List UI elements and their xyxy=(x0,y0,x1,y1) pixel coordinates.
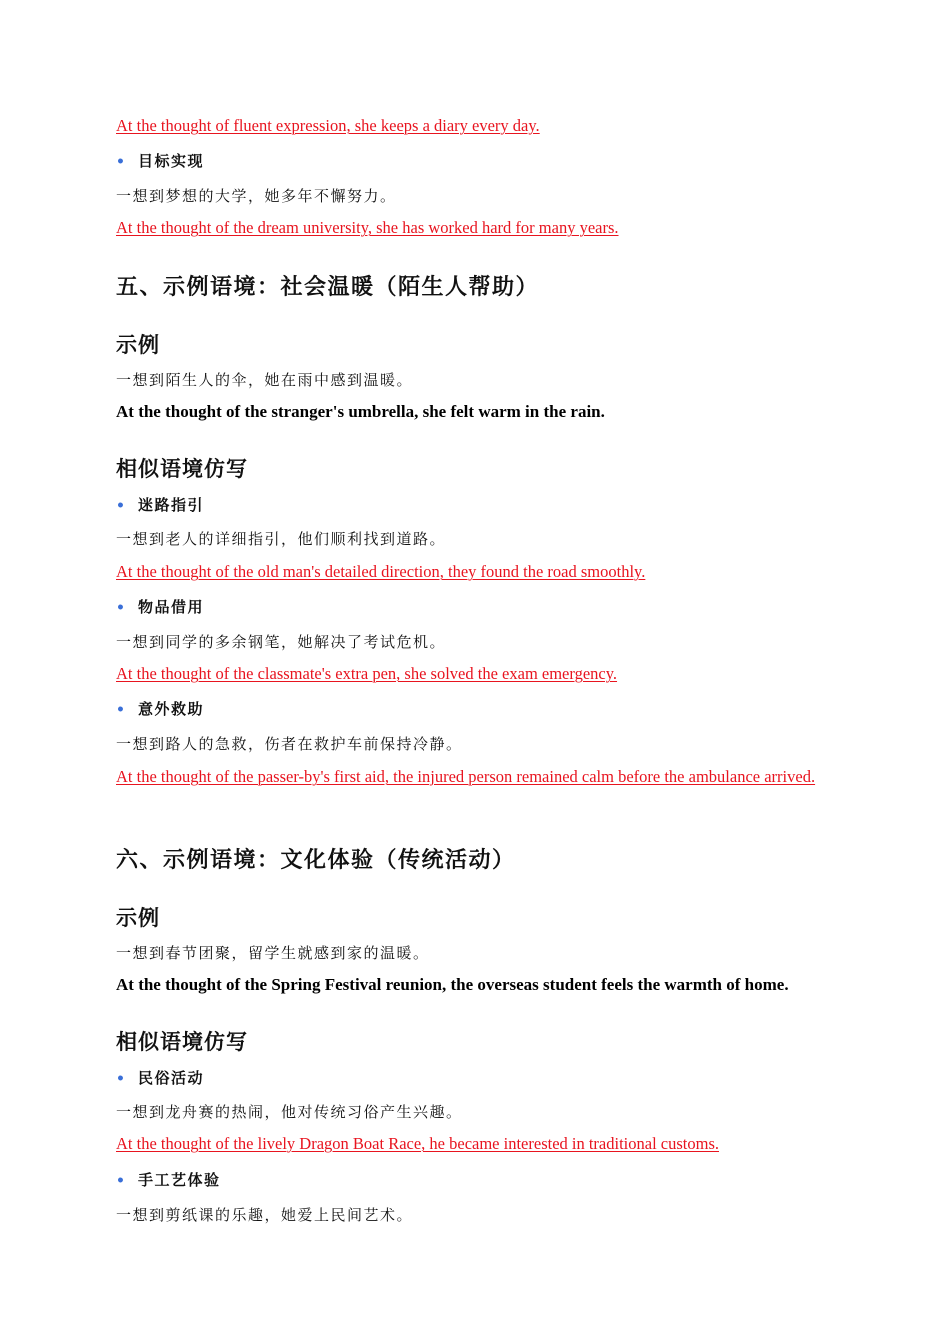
example-heading: 示例 xyxy=(116,905,160,930)
similar-heading: 相似语境仿写 xyxy=(116,1029,248,1054)
answer-sentence: At the thought of the passer-by's first aid, the injured person remained calm before the ambulance arrived. xyxy=(116,767,816,786)
chinese-sentence: 一想到路人的急救，伤者在救护车前保持冷静。 xyxy=(116,735,463,753)
example-heading: 示例 xyxy=(116,332,160,357)
bullet-dot-icon: • xyxy=(116,1173,125,1189)
similar-heading: 相似语境仿写 xyxy=(116,456,248,481)
answer-sentence: At the thought of the dream university, she has worked hard for many years. xyxy=(116,218,619,237)
chinese-sentence: 一想到老人的详细指引，他们顺利找到道路。 xyxy=(116,530,447,548)
section-heading: 五、示例语境：社会温暖（陌生人帮助） xyxy=(116,274,540,300)
subheading-label: 意外救助 xyxy=(138,700,205,718)
subheading-label: 民俗活动 xyxy=(138,1069,205,1087)
chinese-sentence: 一想到龙舟赛的热闹，他对传统习俗产生兴趣。 xyxy=(116,1103,463,1121)
subheading-label: 手工艺体验 xyxy=(138,1171,221,1189)
subheading-label: 物品借用 xyxy=(138,598,205,616)
section-heading: 六、示例语境：文化体验（传统活动） xyxy=(116,847,516,873)
chinese-sentence: 一想到剪纸课的乐趣，她爱上民间艺术。 xyxy=(116,1206,414,1224)
bullet-dot-icon: • xyxy=(116,702,125,718)
answer-sentence: At the thought of the old man's detailed direction, they found the road smoothly. xyxy=(116,562,646,581)
subheading-item xyxy=(116,1169,221,1190)
subheading-item xyxy=(116,1067,204,1088)
chinese-sentence: 一想到梦想的大学，她多年不懈努力。 xyxy=(116,187,397,205)
answer-sentence: At the thought of the classmate's extra pen, she solved the exam emergency. xyxy=(116,664,618,683)
example-chinese: 一想到陌生人的伞，她在雨中感到温暖。 xyxy=(116,371,414,389)
example-english: At the thought of the stranger's umbrella, she felt warm in the rain. xyxy=(116,402,605,421)
subheading-item xyxy=(116,596,204,617)
subheading-item xyxy=(116,698,204,719)
subheading-item xyxy=(116,494,204,515)
answer-sentence: At the thought of the lively Dragon Boat Race, he became interested in traditional customs. xyxy=(116,1134,719,1153)
bullet-dot-icon: • xyxy=(116,1071,125,1087)
example-english: At the thought of the Spring Festival reunion, the overseas student feels the warmth of home. xyxy=(116,975,789,994)
answer-sentence: At the thought of fluent expression, she keeps a diary every day. xyxy=(116,116,540,135)
bullet-dot-icon: • xyxy=(116,498,125,514)
chinese-sentence: 一想到同学的多余钢笔，她解决了考试危机。 xyxy=(116,633,447,651)
subheading-item xyxy=(116,150,204,171)
subheading-label: 迷路指引 xyxy=(138,496,205,514)
subheading-label: 目标实现 xyxy=(138,152,205,170)
example-chinese: 一想到春节团聚，留学生就感到家的温暖。 xyxy=(116,944,430,962)
bullet-dot-icon: • xyxy=(116,154,125,170)
bullet-dot-icon: • xyxy=(116,600,125,616)
